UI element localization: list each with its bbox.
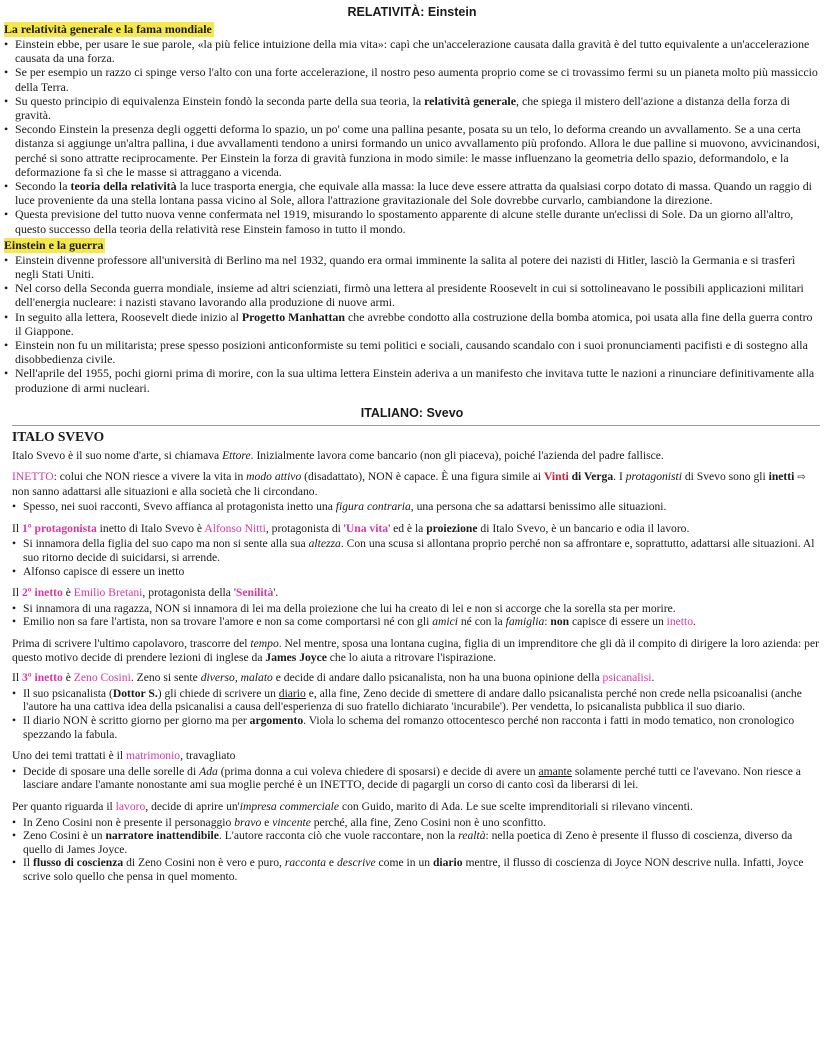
matrimonio-paragraph: Uno dei temi trattati è il matrimonio, travagliato <box>12 749 236 763</box>
list-item: • Alfonso capisce di essere un inetto <box>12 565 820 579</box>
list-item: • Emilio non sa fare l'artista, non sa trovare l'amore e non sa come comportarsi né con gli amici né con la famiglia: non capisce di essere un inetto. <box>12 615 820 629</box>
list-item: • Nel corso della Seconda guerra mondiale, insieme ad altri scienziati, firmò una lettera al presidente Roosevelt in cui si sottolineavano le possibili applicazioni militari dell'energia nucleare: i nazisti stavano lavorando alla produzione di nuove armi. <box>4 281 820 309</box>
list-item: • Su questo principio di equivalenza Einstein fondò la seconda parte della sua teoria, la relatività generale, che spiega il mistero dell'azione a distanza della forza di gravità. <box>4 94 820 122</box>
list-item: • Nell'aprile del 1955, pochi giorni prima di morire, con la sua ultima lettera Einstein aderiva a un manifesto che invitava tutte le nazioni a rinunciare definitivamente alla produzione di armi nucleari. <box>4 366 820 394</box>
list-item: • Zeno Cosini è un narratore inattendibile. L'autore racconta ciò che vuole raccontare, non la realtà: nella poetica di Zeno è presente il flusso di coscienza, diverso da quello di James Joyce. <box>12 829 820 856</box>
joyce-paragraph: Prima di scrivere l'ultimo capolavoro, trascorre del tempo. Nel mentre, sposa una lontana cugina, figlia di un imprenditore che gli dà il compito di dirigere la loro azienda: per questo motivo decide di prendere lezioni di inglese da James Joyce che lo aiuta a ritrovare l'ispirazione. <box>12 637 819 664</box>
list-item: • Se per esempio un razzo ci spinge verso l'alto con una forte accelerazione, il nostro peso aumenta proprio come se ci trovassimo fermi su un pianeta molto più massiccio della Terra. <box>4 65 820 93</box>
list-item: • In Zeno Cosini non è presente il personaggio bravo e vincente perché, alla fine, Zeno Cosini non è uno sconfitto. <box>12 816 820 830</box>
inetto-definition: INETTO: colui che NON riesce a vivere la vita in modo attivo (disadattato), NON è capace. È una figura simile ai Vinti di Verga. I protagonisti di Svevo sono gli inetti ⇨ non sanno adattarsi alle situazioni e alla società che li circondano. <box>12 470 806 498</box>
relativita-title: RELATIVITÀ: Einstein <box>347 5 477 19</box>
list-item: • Questa previsione del tutto nuova venne confermata nel 1919, misurando lo spostamento apparente di alcune stelle durante un'eclissi di Sole. Da un giorno all'altro, questo successo della teoria della relatività rese Einstein famoso in tutto il mondo. <box>4 207 820 235</box>
list-item: • Si innamora di una ragazza, NON si innamora di lei ma della proiezione che lui ha creato di lei e non si accorge che la sorella sta per morire. <box>12 602 820 616</box>
guerra-list <box>4 253 820 395</box>
relativita-list <box>4 37 820 236</box>
svevo-heading: ITALO SVEVO <box>12 428 105 444</box>
primo-inetto: Il 1º protagonista inetto di Italo Svevo è Alfonso Nitti, protagonista di 'Una vita' ed è la proiezione di Italo Svevo, è un bancario e odia il lavoro. <box>12 521 690 535</box>
section-heading-relativita-generale: La relatività generale e la fama mondiale <box>4 22 212 36</box>
list-item: • Spesso, nei suoi racconti, Svevo affianca al protagonista inetto una figura contraria, una persona che sa adattarsi benissimo alle situazioni. <box>12 500 820 514</box>
divider <box>12 425 820 426</box>
list-item: • Si innamora della figlia del suo capo ma non si sente alla sua altezza. Con una scusa si allontana proprio perché non sa affrontare e, soprattutto, adattarsi alle situazioni. Al suo ritorno decide di suicidarsi, si arrende. <box>12 537 820 564</box>
list-item: • Einstein non fu un militarista; prese spesso posizioni anticonformiste su temi politici e sociali, causando scandalo con i suoi pronunciamenti pacifisti e di sostegno alla disobbedienza civile. <box>4 338 820 366</box>
terzo-inetto: Il 3º inetto è Zeno Cosini. Zeno si sente diverso, malato e decide di andare dallo psicanalista, non ha una buona opinione della psicanalisi. <box>12 671 655 685</box>
relativita-section <box>4 22 820 395</box>
lavoro-paragraph: Per quanto riguarda il lavoro, decide di aprire un'impresa commerciale con Guido, marito di Ada. Le sue scelte imprenditoriali si rilevano vincenti. <box>12 799 693 813</box>
arrow-right-icon: ⇨ <box>797 472 806 484</box>
list-item: • Einstein ebbe, per usare le sue parole, «la più felice intuizione della mia vita»: capì che un'accelerazione causata dalla gravità è del tutto equivalente a un'accelerazione causata da una forza. <box>4 37 820 65</box>
italiano-title: ITALIANO: Svevo <box>360 405 464 420</box>
list-item: • Il diario NON è scritto giorno per giorno ma per argomento. Viola lo schema del romanzo ottocentesco perché non racconta i fatti in modo tematico, non cronologico spezzando la fabula. <box>12 714 820 741</box>
list-item: • Il flusso di coscienza di Zeno Cosini non è vero e puro, racconta e descrive come in un diario mentre, il flusso di coscienza di Joyce NON descrive nulla. Infatti, Joyce scrive solo quello che pensa in quel momento. <box>12 856 820 883</box>
list-item: • In seguito alla lettera, Roosevelt diede inizio al Progetto Manhattan che avrebbe condotto alla costruzione della bomba atomica, poi usata alla fine della guerra contro il Giappone. <box>4 310 820 338</box>
list-item: • Decide di sposare una delle sorelle di Ada (prima donna a cui voleva chiedere di sposarsi) e decide di avere un amante solamente perché tutti ce l'avevano. Non riesce a lasciare andare l'amante nonostante ami sua moglie perché è un INETTO, decide di pagargli un corso di canto così da liberarsi di lei. <box>12 765 820 792</box>
svevo-intro: Italo Svevo è il suo nome d'arte, si chiamava Ettore. Inizialmente lavora come bancario (non gli piaceva), poiché l'azienda del padre fallisce. <box>12 449 664 463</box>
svevo-section <box>4 430 820 884</box>
section-heading-einstein-guerra: Einstein e la guerra <box>4 237 104 252</box>
list-item: • Einstein divenne professore all'università di Berlino ma nel 1932, quando era ormai imminente la salita al potere dei nazisti di Hitler, lasciò la Germania e si trasferì negli Stati Uniti. <box>4 253 820 281</box>
secondo-inetto: Il 2º inetto è Emilio Bretani, protagonista della 'Senilità'. <box>12 586 279 600</box>
list-item: • Secondo la teoria della relatività la luce trasporta energia, che equivale alla massa: la luce deve essere attratta da qualsiasi corpo dotato di massa. Quando un raggio di luce proveniente da una stella lontana passa vicino al Sole, allora l'attrazione gravitazionale del Sole dovrebbe curvarlo, cambiandone la direzione. <box>4 179 820 207</box>
list-item: • Secondo Einstein la presenza degli oggetti deforma lo spazio, un po' come una pallina pesante, posata su un telo, lo deforma creando un avvallamento. Se a una certa distanza si aggiunge un'altra pallina, i due avvallamenti tendono a unirsi formando un unico avvallamento più profondo. Allora le due palline si muovono, avvicinandosi, perché si sono attratte reciprocamente. Per Einstein la forza di gravità funziona in modo simile: le masse influenzano la geometria dello spazio, deformandolo, e la deformazione fa sì che le masse si attraggano a vicenda. <box>4 122 820 179</box>
list-item: • Il suo psicanalista (Dottor S.) gli chiede di scrivere un diario e, alla fine, Zeno decide di smettere di andare dallo psicanalista perché non crede nella psicoanalisi (anche l'autore ha una cattiva idea della psicanalisi a causa dell'esperienza di suo fratello dichiarato 'incurabile'). Per vendetta, lo psicanalista pubblica il suo diario. <box>12 687 820 714</box>
